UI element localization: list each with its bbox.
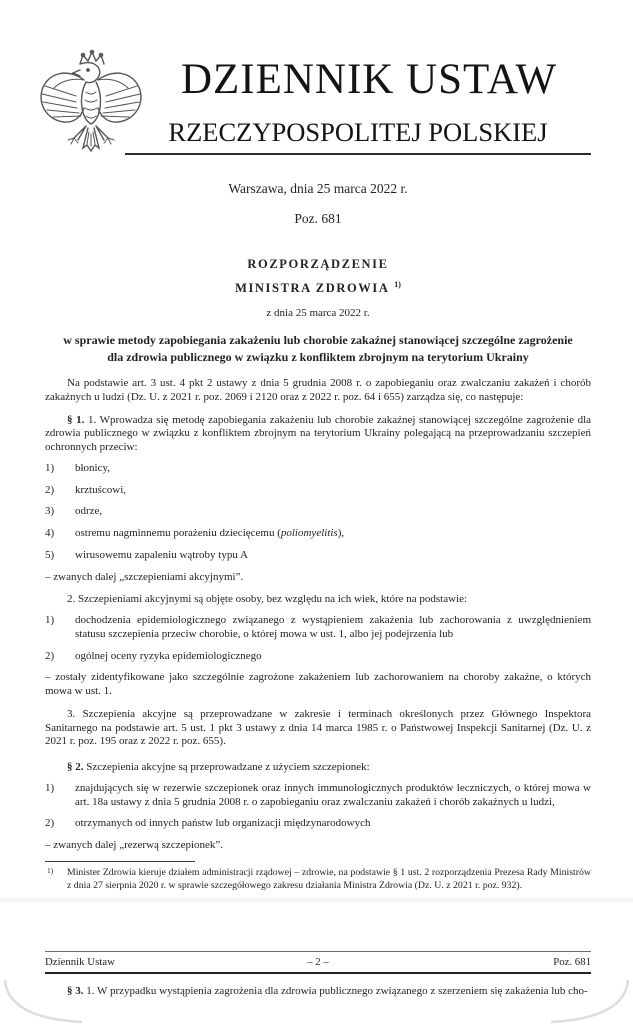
journal-title: DZIENNIK USTAW xyxy=(180,56,558,103)
list-item: 2) krztuścowi, xyxy=(45,483,127,496)
masthead-rule xyxy=(125,153,591,155)
act-subject: w sprawie metody zapobiegania zakażeniu lub chorobie zakaźnej stanowiącej szczególne zagrożenie dla zdrowia publicznego w związku z konfliktem zbrojnym na terytorium Ukrainy xyxy=(63,333,573,364)
list-item: 3) odrze, xyxy=(45,505,103,518)
footnote-marker: 1) xyxy=(47,865,54,875)
page-number: – 2 – xyxy=(307,956,329,968)
list-item: 1) błonicy, xyxy=(45,461,111,474)
list-item: 2) otrzymanych od innych państw lub organizacji międzynarodowych xyxy=(45,817,371,830)
journal-subtitle: RZECZYPOSPOLITEJ POLSKIEJ xyxy=(168,117,548,147)
act-date: z dnia 25 marca 2022 r. xyxy=(266,307,370,320)
hanging-clause: – zwanych dalej „szczepieniami akcyjnymi”. xyxy=(45,570,244,583)
act-issuer xyxy=(45,277,591,297)
list-item: 2) ogólnej oceny ryzyka epidemiologicznego xyxy=(45,649,262,662)
page2-content xyxy=(45,951,591,999)
footnote-1 xyxy=(45,867,591,893)
page1-content xyxy=(45,176,591,893)
polish-eagle-emblem-icon xyxy=(36,48,146,166)
list-item: 4) ostremu nagminnemu porażeniu dziecięcemu (poliomyelitis), xyxy=(45,527,345,540)
page2-header-rule-bottom xyxy=(45,972,591,974)
footnote-text: Minister Zdrowia kieruje działem administracji rządowej – zdrowie, na podstawie § 1 ust. 2 rozporządzenia Prezesa Rady Ministrów z dnia 27 sierpnia 2020 r. w sprawie szczegółowego zakresu działania Ministra Zdrowia (Dz. U. z 2021 r. poz. 932). xyxy=(67,866,591,891)
act-issuer-text: MINISTRA ZDROWIA xyxy=(235,280,390,295)
place-date-line: Warszawa, dnia 25 marca 2022 r. xyxy=(228,181,408,196)
hanging-clause: – zostały zidentyfikowane jako szczególnie zagrożone zakażeniem lub zachorowaniem na choroby zakaźne, o których mowa w ust. 1. xyxy=(45,671,591,698)
position-number: Poz. 681 xyxy=(294,211,342,226)
section-1-ust-2: 2. Szczepieniami akcyjnymi są objęte osoby, bez względu na ich wiek, które na podstawie: xyxy=(67,593,468,606)
section-1-ust-3: 3. Szczepienia akcyjne są przeprowadzane w zakresie i terminach określonych przez Głównego Inspektora Sanitarnego na podstawie art. 5 ust. 1 pkt 3 ustawy z dnia 14 marca 1985 r. o Państwowej Inspekcji Sanitarnej (Dz. U. z 2021 r. poz. 195 oraz z 2022 r. poz. 655). xyxy=(45,707,591,748)
footnote-separator xyxy=(45,861,195,862)
preamble: Na podstawie art. 3 ust. 4 pkt 2 ustawy z dnia 5 grudnia 2008 r. o zapobieganiu oraz zwalczaniu zakażeń i chorób zakaźnych u ludzi (Dz. U. z 2021 r. poz. 2069 i 2120 oraz z 2022 r. poz. 64 i 655) zarządza się, co następuje: xyxy=(45,377,591,403)
list-item: 1) znajdujących się w rezerwie szczepionek oraz innych immunologicznych produktów leczniczych, o której mowa w art. 18a ustawy z dnia 5 grudnia 2008 r. o zapobieganiu oraz zwalczaniu zakażeń i chorób zakaźnych u ludzi, xyxy=(45,781,591,808)
page2-running-header xyxy=(45,954,591,970)
footnote-reference-mark: 1) xyxy=(394,279,401,289)
section-2-intro: § 2. Szczepienia akcyjne są przeprowadzane z użyciem szczepionek: xyxy=(67,761,370,774)
running-header-position: Poz. 681 xyxy=(553,956,591,968)
page2-header-rule-top xyxy=(45,951,591,952)
act-type: ROZPORZĄDZENIE xyxy=(247,257,389,271)
section-1-ust-1: § 1. 1. Wprowadza się metodę zapobiegania zakażeniu lub chorobie zakaźnej stanowiącej szczególne zagrożenie dla zdrowia publicznego w związku z konfliktem zbrojnym na terytorium Ukrainy polegającą na przeprowadzaniu szczepień ochronnych przeciw: xyxy=(45,413,592,454)
page-break-seam xyxy=(0,897,633,903)
running-header-title: Dziennik Ustaw xyxy=(45,956,115,968)
section-3-intro: § 3. 1. W przypadku wystąpienia zagrożenia dla zdrowia publicznego związanego z szerzeniem się zakażenia lub cho- xyxy=(67,985,588,997)
page-corner-artifact-left xyxy=(2,980,84,1024)
page-corner-artifact-right xyxy=(549,980,631,1024)
list-item: 1) dochodzenia epidemiologicznego związanego z wystąpieniem zakażenia lub zachorowania z uwzględnieniem statusu szczepienia przeciw chorobie, o której mowa w ust. 1, albo jej podejrzenia lub xyxy=(45,614,591,640)
hanging-clause: – zwanych dalej „rezerwą szczepionek”. xyxy=(45,839,224,852)
list-item: 5) wirusowemu zapaleniu wątroby typu A xyxy=(45,548,248,561)
